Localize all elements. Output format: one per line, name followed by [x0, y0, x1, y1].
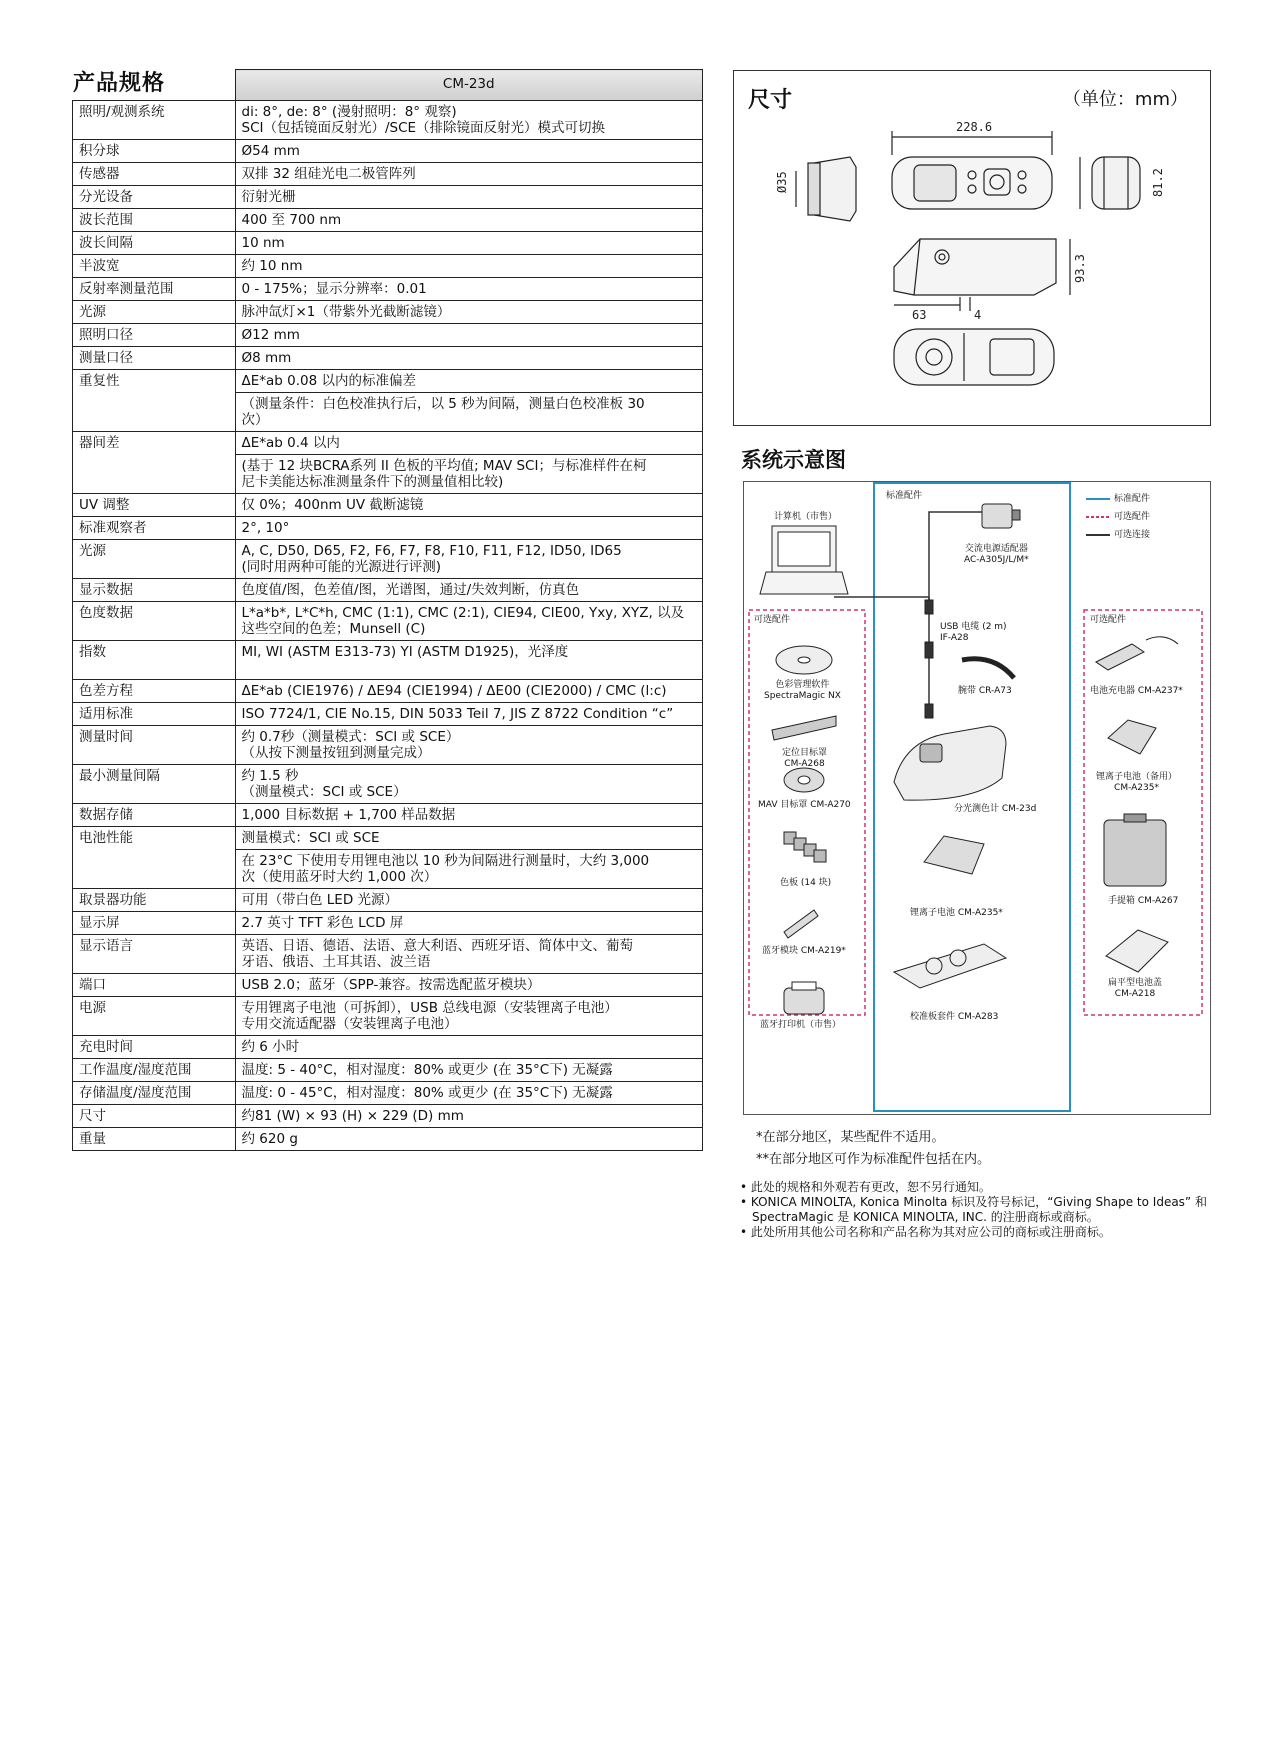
spec-label: 显示数据 [73, 578, 236, 601]
spec-label: 存储温度/湿度范围 [73, 1081, 236, 1104]
spec-value-line: 约 1.5 秒 [241, 767, 299, 784]
spec-value-line: 这些空间的色差；Munsell (C) [241, 620, 426, 637]
mav-mask-label: MAV 目标罩 CM-A270 [758, 800, 851, 810]
spec-value [235, 369, 703, 392]
spare-battery-icon [1108, 720, 1156, 754]
spec-value-line: （从按下测量按钮到测量完成） [241, 744, 431, 761]
spec-label: 色度数据 [73, 601, 236, 640]
spec-value-line: 专用锂离子电池（可拆卸），USB 总线电源（安装锂离子电池） [241, 999, 618, 1016]
legend-standard: 标准配件 [1114, 494, 1151, 504]
computer-icon [760, 526, 848, 594]
spec-value-line: ΔE*ab 0.08 以内的标准偏差 [241, 372, 416, 389]
spec-value [235, 208, 703, 231]
spec-value-line: Ø8 mm [241, 349, 292, 366]
spec-value [235, 1127, 703, 1150]
spec-label: 分光设备 [73, 185, 236, 208]
bt-module-icon [784, 910, 818, 938]
right-group-label: 可选配件 [1090, 615, 1127, 625]
spec-title: 产品规格 [73, 71, 166, 96]
spec-value [235, 911, 703, 934]
spec-value-line: 专用交流适配器（安装锂离子电池） [241, 1015, 458, 1032]
spec-value-line: 在 23°C 下使用专用锂电池以 10 秒为间隔进行测量时，大约 3,000 [241, 852, 650, 869]
spec-value-line: MI, WI (ASTM E313-73) YI (ASTM D1925)，光泽度 [241, 643, 569, 660]
spec-row [73, 679, 703, 702]
spec-value-line: 英语、日语、德语、法语、意大利语、西班牙语、简体中文、葡萄 [241, 937, 633, 954]
left-group-label: 可选配件 [754, 615, 791, 625]
spec-row [73, 973, 703, 996]
spec-value-sub [235, 392, 703, 431]
spec-row [73, 1058, 703, 1081]
charger-label: 电池充电器 CM-A237* [1090, 686, 1183, 696]
spec-value-line: 双排 32 组硅光电二极管阵列 [241, 165, 416, 182]
spec-row [73, 139, 703, 162]
spec-value-line: 可用（带白色 LED 光源） [241, 891, 399, 908]
software-disc-icon [776, 646, 832, 674]
spec-label: 波长范围 [73, 208, 236, 231]
spec-row [73, 996, 703, 1035]
spec-label: 指数 [73, 640, 236, 679]
spec-row [73, 1035, 703, 1058]
spec-label: 光源 [73, 539, 236, 578]
spec-label: 传感器 [73, 162, 236, 185]
spec-row [73, 346, 703, 369]
spec-label: UV 调整 [73, 493, 236, 516]
spec-label: 积分球 [73, 139, 236, 162]
spec-value-line: （测量模式：SCI 或 SCE） [241, 783, 407, 800]
spec-row [73, 911, 703, 934]
spec-value [235, 162, 703, 185]
spec-value [235, 1104, 703, 1127]
spec-value-line: 约 620 g [241, 1130, 298, 1147]
spec-label: 尺寸 [73, 1104, 236, 1127]
spec-row [73, 185, 703, 208]
software-label: 色彩管理软件 SpectraMagic NX [764, 680, 841, 701]
li-battery-icon [924, 836, 984, 874]
spec-label: 测量口径 [73, 346, 236, 369]
spec-value [235, 516, 703, 539]
spec-value [235, 1058, 703, 1081]
spec-value-line: 温度: 0 - 45°C，相对湿度：80% 或更少 (在 35°C下) 无凝露 [241, 1084, 613, 1101]
standard-group-label: 标准配件 [886, 491, 923, 501]
charger-icon [1096, 637, 1178, 670]
spec-value [235, 803, 703, 826]
spec-label: 标准观察者 [73, 516, 236, 539]
spec-row [73, 431, 703, 454]
spec-value-line: 仅 0%；400nm UV 截断滤镜 [241, 496, 424, 513]
spec-label: 器间差 [73, 431, 236, 493]
cal-plate-label: 校准板套件 CM-A283 [910, 1012, 999, 1022]
spec-row [73, 208, 703, 231]
spec-value-line: 约 6 小时 [241, 1038, 300, 1055]
spec-row [73, 1081, 703, 1104]
spec-row [73, 100, 703, 139]
spec-row [73, 578, 703, 601]
spec-row [73, 369, 703, 392]
spec-row [73, 640, 703, 679]
spec-value-line: ΔE*ab (CIE1976) / ΔE94 (CIE1994) / ΔE00 (CIE2000) / CMC (l:c) [241, 682, 667, 699]
spec-value-line: ISO 7724/1, CIE No.15, DIN 5033 Teil 7, JIS Z 8722 Condition “c” [241, 705, 674, 722]
spec-label: 波长间隔 [73, 231, 236, 254]
dimension-drawing [734, 71, 1210, 425]
spec-label: 照明/观测系统 [73, 100, 236, 139]
footnote-2: • KONICA MINOLTA, Konica Minolta 标识及符号标记，“Giving Shape to Ideas” 和 SpectraMagic 是 KONICA MINOLTA, INC. 的注册商标或商标。 [740, 1195, 1207, 1224]
spec-value-line: 尼卡美能达标准测量条件下的测量值相比较) [241, 473, 504, 490]
model-header: CM-23d [235, 70, 703, 101]
li-battery-label: 锂离子电池 CM-A235* [910, 908, 1003, 918]
spec-row [73, 888, 703, 911]
spec-value [235, 702, 703, 725]
spec-value-line: 400 至 700 nm [241, 211, 342, 228]
bt-printer-label: 蓝牙打印机（市售） [760, 1020, 842, 1030]
system-note-1: *在部分地区，某些配件不适用。 [756, 1130, 945, 1145]
spec-label: 显示屏 [73, 911, 236, 934]
spec-value-line: 2°, 10° [241, 519, 290, 536]
spec-label: 重量 [73, 1127, 236, 1150]
spec-label: 取景器功能 [73, 888, 236, 911]
color-tiles-label: 色板 (14 块) [780, 878, 832, 888]
spec-value-line: 10 nm [241, 234, 285, 251]
spec-label: 适用标准 [73, 702, 236, 725]
spec-value [235, 300, 703, 323]
spec-value [235, 254, 703, 277]
dim-bottom-label-1: 63 [912, 308, 927, 322]
spec-value-line: di: 8°, de: 8° (漫射照明：8° 观察) [241, 103, 457, 120]
ac-adapter-icon [982, 504, 1020, 528]
legend-connection: 可选连接 [1114, 530, 1151, 540]
spec-value-line: 约 0.7秒（测量模式：SCI 或 SCE） [241, 728, 460, 745]
spec-value-sub [235, 849, 703, 888]
spec-value-line: SCI（包括镜面反射光）/SCE（排除镜面反射光）模式可切换 [241, 119, 606, 136]
spec-row [73, 162, 703, 185]
spec-value [235, 640, 703, 679]
spec-value-line: 测量模式：SCI 或 SCE [241, 829, 380, 846]
spec-value [235, 431, 703, 454]
spec-row [73, 493, 703, 516]
wrist-strap-label: 腕带 CR-A73 [958, 686, 1012, 696]
spec-value [235, 679, 703, 702]
instrument-label: 分光测色计 CM-23d [954, 804, 1037, 814]
spec-value-sub [235, 454, 703, 493]
spec-value [235, 725, 703, 764]
spec-row [73, 725, 703, 764]
spec-value-line: (基于 12 块BCRA系列 II 色板的平均值; MAV SCI；与标准样件在柯 [241, 457, 647, 474]
spec-label: 照明口径 [73, 323, 236, 346]
spec-label: 工作温度/湿度范围 [73, 1058, 236, 1081]
spec-row [73, 300, 703, 323]
spec-row [73, 1104, 703, 1127]
spec-value-line: 色度值/图，色差值/图，光谱图，通过/失效判断，仿真色 [241, 581, 580, 598]
spec-label: 数据存储 [73, 803, 236, 826]
spec-value-line: 约81 (W) × 93 (H) × 229 (D) mm [241, 1107, 464, 1124]
spec-row [73, 254, 703, 277]
spec-value-line: （测量条件：白色校准执行后，以 5 秒为间隔，测量白色校准板 30 [241, 395, 645, 412]
spec-row [73, 803, 703, 826]
spec-value-line: 次（使用蓝牙时大约 1,000 次） [241, 868, 438, 885]
spec-row [73, 277, 703, 300]
dim-height-label-2: 93.3 [1073, 254, 1087, 283]
dimensions-title: 尺寸 [748, 88, 793, 113]
spec-value [235, 888, 703, 911]
flat-cap-icon [1106, 930, 1168, 972]
spec-value-line: L*a*b*, L*C*h, CMC (1:1), CMC (2:1), CIE94, CIE00, Yxy, XYZ, 以及 [241, 604, 685, 621]
spec-value [235, 539, 703, 578]
spec-label: 反射率测量范围 [73, 277, 236, 300]
spec-label: 端口 [73, 973, 236, 996]
spec-value [235, 323, 703, 346]
spec-value [235, 973, 703, 996]
system-title: 系统示意图 [741, 448, 846, 472]
spec-row [73, 601, 703, 640]
spec-label: 测量时间 [73, 725, 236, 764]
spec-value [235, 139, 703, 162]
spec-value-line: 2.7 英寸 TFT 彩色 LCD 屏 [241, 914, 404, 931]
bt-printer-icon [784, 982, 824, 1014]
spec-value [235, 346, 703, 369]
spec-label: 重复性 [73, 369, 236, 431]
spec-value [235, 601, 703, 640]
spec-value-line: 牙语、俄语、土耳其语、波兰语 [241, 953, 431, 970]
spec-row [73, 323, 703, 346]
hard-case-label: 手提箱 CM-A267 [1108, 896, 1179, 906]
usb-cable-label: USB 电缆 (2 m) IF-A28 [940, 622, 1007, 643]
spec-value-line: 温度: 5 - 40°C，相对湿度：80% 或更少 (在 35°C下) 无凝露 [241, 1061, 613, 1078]
spec-value-line: USB 2.0；蓝牙（SPP-兼容。按需选配蓝牙模块） [241, 976, 541, 993]
spec-label: 电源 [73, 996, 236, 1035]
spec-value [235, 493, 703, 516]
dim-bottom-label-2: 4 [974, 308, 982, 322]
dimensions-panel [733, 70, 1211, 426]
spec-value-line: Ø54 mm [241, 142, 300, 159]
spec-label: 光源 [73, 300, 236, 323]
flat-cap-label: 扁平型电池盖 CM-A218 [1108, 978, 1163, 999]
spec-value [235, 934, 703, 973]
spec-value-line: 1,000 目标数据 + 1,700 样品数据 [241, 806, 456, 823]
ac-adapter-label: 交流电源适配器 AC-A305J/L/M* [964, 544, 1029, 565]
spec-value-line: 次） [241, 411, 269, 428]
hard-case-icon [1104, 814, 1166, 886]
spec-value-line [242, 660, 697, 676]
spec-row [73, 516, 703, 539]
spec-label: 显示语言 [73, 934, 236, 973]
color-tiles-icon [784, 832, 826, 862]
target-mask-icon [772, 716, 836, 740]
spec-label: 最小测量间隔 [73, 764, 236, 803]
spec-label: 半波宽 [73, 254, 236, 277]
footnote-3: • 此处所用其他公司名称和产品名称为其对应公司的商标或注册商标。 [740, 1225, 1111, 1239]
spec-label: 电池性能 [73, 826, 236, 888]
spec-value [235, 100, 703, 139]
system-note-2: **在部分地区可作为标准配件包括在内。 [756, 1152, 991, 1167]
spec-value [235, 231, 703, 254]
spec-value-line: 脉冲氙灯×1（带紫外光截断滤镜） [241, 303, 451, 320]
spec-value-line: A, C, D50, D65, F2, F6, F7, F8, F10, F11, F12, ID50, ID65 [241, 542, 622, 559]
spec-row [73, 702, 703, 725]
spec-row [73, 231, 703, 254]
spec-label: 充电时间 [73, 1035, 236, 1058]
dimensions-unit: （单位：mm） [1062, 89, 1188, 110]
spec-value [235, 1081, 703, 1104]
wrist-strap-icon [962, 659, 1014, 678]
spec-value-line: 衍射光栅 [241, 188, 296, 205]
dim-width-label: 228.6 [956, 120, 993, 134]
system-diagram [743, 481, 1211, 1115]
target-mask-label: 定位目标罩 CM-A268 [782, 748, 828, 769]
spec-value [235, 826, 703, 849]
footnotes [740, 1180, 1220, 1240]
spec-value-line: Ø12 mm [241, 326, 300, 343]
dim-height-label-1: 81.2 [1151, 168, 1165, 197]
spec-row [73, 1127, 703, 1150]
spec-value-line: 0 - 175%；显示分辨率：0.01 [241, 280, 427, 297]
spec-value [235, 277, 703, 300]
mav-mask-icon [784, 768, 824, 792]
spec-label: 色差方程 [73, 679, 236, 702]
footnote-1: • 此处的规格和外观若有更改，恕不另行通知。 [740, 1180, 991, 1194]
spec-value-line: 约 10 nm [241, 257, 303, 274]
spec-value-line: (同时用两种可能的光源进行评测) [241, 558, 442, 575]
cal-plate-icon [894, 944, 1006, 988]
dim-diameter-label: Ø35 [775, 171, 789, 193]
instrument-icon [894, 726, 1006, 800]
spec-value [235, 996, 703, 1035]
legend-optional: 可选配件 [1114, 512, 1151, 522]
computer-label: 计算机（市售） [774, 512, 838, 522]
spec-value [235, 1035, 703, 1058]
spare-battery-label: 锂离子电池（备用） CM-A235* [1096, 772, 1178, 793]
spec-row [73, 934, 703, 973]
spec-row [73, 826, 703, 849]
spec-value [235, 578, 703, 601]
spec-row [73, 539, 703, 578]
spec-table [72, 69, 703, 1151]
bt-module-label: 蓝牙模块 CM-A219* [762, 946, 846, 956]
spec-row [73, 764, 703, 803]
spec-value [235, 185, 703, 208]
spec-value [235, 764, 703, 803]
spec-value-line: ΔE*ab 0.4 以内 [241, 434, 340, 451]
